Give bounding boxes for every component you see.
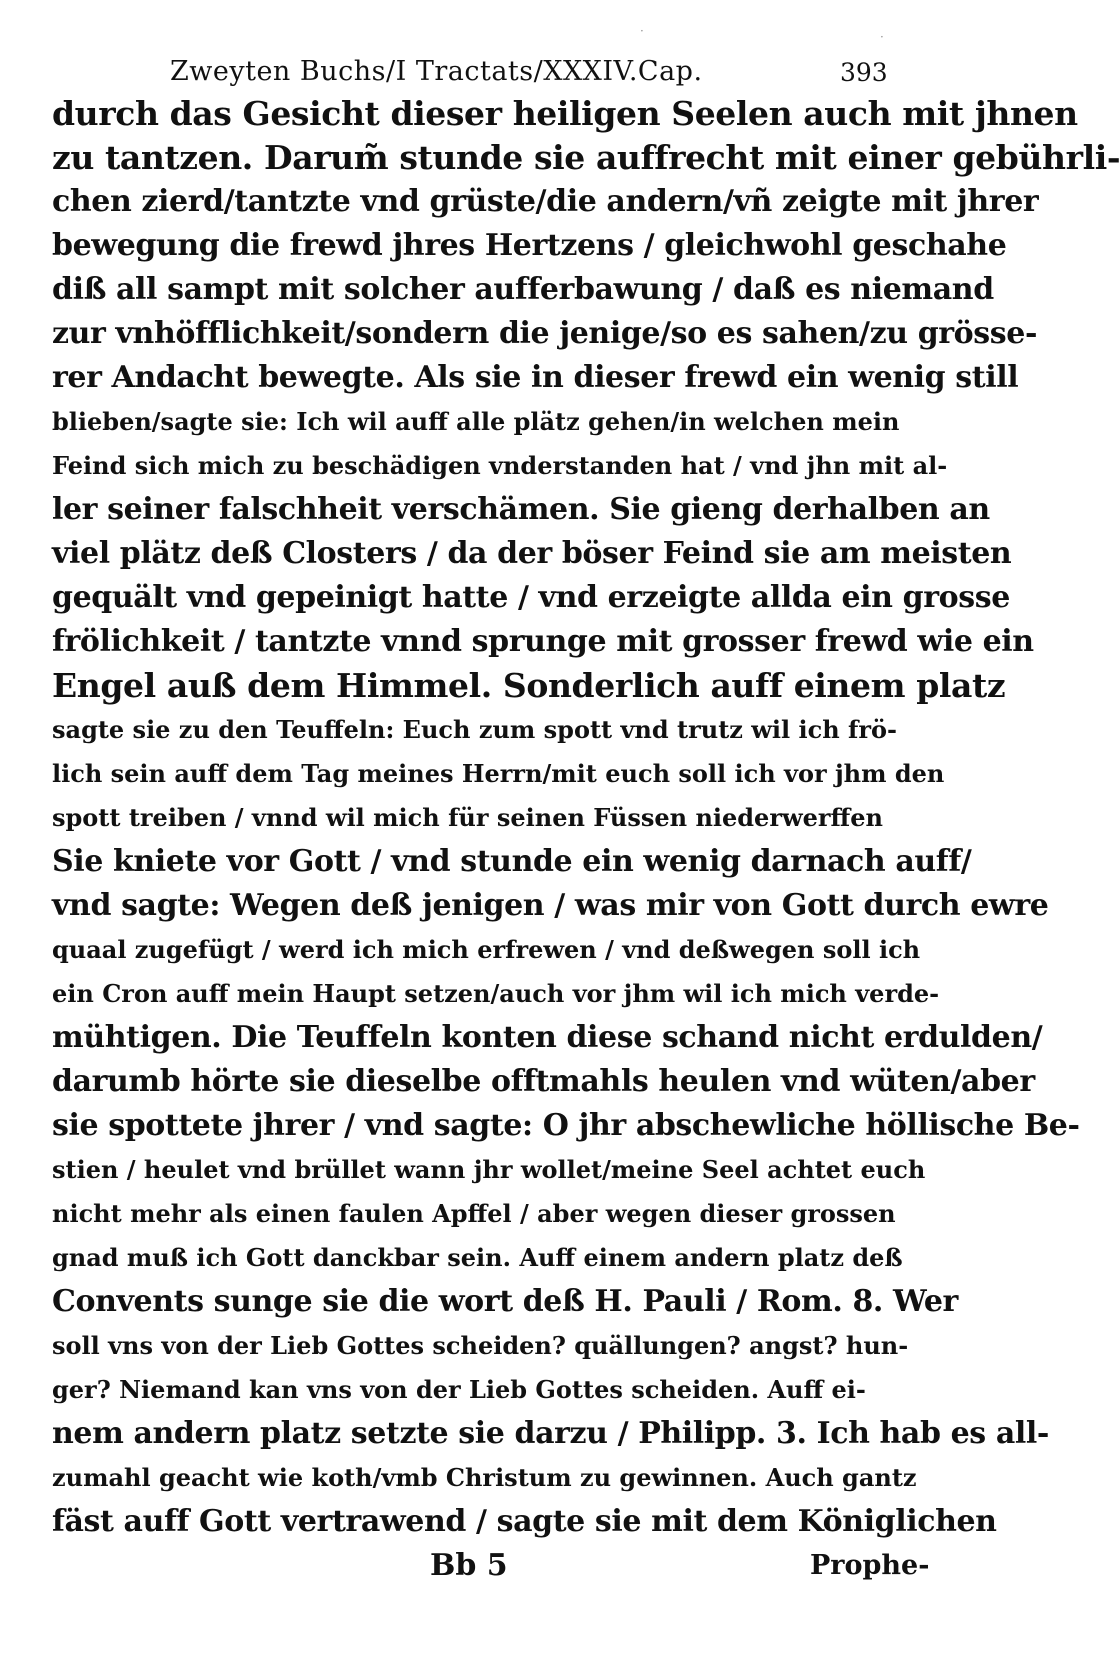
text-line: ler seiner falschheit verschämen. Sie gieng derhalben an — [52, 492, 990, 527]
text-line: chen zierd/tantzte vnd grüste/die andern/vñ zeigte mit jhrer — [52, 184, 1039, 219]
text-line: zumahl geacht wie koth/vmb Christum zu gewinnen. Auch gantz — [52, 1463, 917, 1492]
text-line: vnd sagte: Wegen deß jenigen / was mir von Gott durch ewre — [52, 888, 1049, 923]
catchword: Prophe- — [810, 1550, 930, 1581]
text-line: Feind sich mich zu beschädigen vnderstanden hat / vnd jhn mit al- — [52, 451, 948, 480]
text-line: rer Andacht bewegte. Als sie in dieser frewd ein wenig still — [52, 360, 1019, 395]
text-line: fäst auff Gott vertrawend / sagte sie mit dem Königlichen — [52, 1504, 997, 1539]
text-line: durch das Gesicht dieser heiligen Seelen auch mit jhnen — [52, 94, 1078, 133]
signature-mark: Bb 5 — [430, 1548, 508, 1583]
text-line: soll vns von der Lieb Gottes scheiden? quällungen? angst? hun- — [52, 1331, 909, 1360]
text-line: frölichkeit / tantzte vnnd sprunge mit grosser frewd wie ein — [52, 624, 1034, 659]
text-line: stien / heulet vnd brüllet wann jhr wollet/meine Seel achtet euch — [52, 1155, 926, 1184]
page-footer — [0, 1548, 1000, 1588]
text-line: zur vnhöfflichkeit/sondern die jenige/so es sahen/zu grösse- — [52, 316, 1037, 351]
text-line: darumb hörte sie dieselbe offtmahls heulen vnd wüten/aber — [52, 1064, 1035, 1099]
text-line: gnad muß ich Gott danckbar sein. Auff einem andern platz deß — [52, 1243, 903, 1272]
text-line: sagte sie zu den Teuffeln: Euch zum spott vnd trutz wil ich frö- — [52, 715, 897, 744]
text-line: quaal zugefügt / werd ich mich erfrewen / vnd deßwegen soll ich — [52, 935, 921, 964]
text-line: ein Cron auff mein Haupt setzen/auch vor jhm wil ich mich verde- — [52, 979, 940, 1008]
print-speck: · — [640, 24, 644, 38]
text-line: bewegung die frewd jhres Hertzens / gleichwohl geschahe — [52, 228, 1007, 263]
text-line: Sie kniete vor Gott / vnd stunde ein wenig darnach auff/ — [52, 844, 972, 879]
text-line: zu tantzen. Darum̃ stunde sie auffrecht mit einer gebührli- — [52, 138, 1120, 177]
text-line: spott treiben / vnnd wil mich für seinen Füssen niederwerffen — [52, 803, 883, 832]
page-number: 393 — [840, 58, 888, 87]
print-speck: · — [880, 30, 884, 44]
text-line: ger? Niemand kan vns von der Lieb Gottes scheiden. Auff ei- — [52, 1375, 866, 1404]
text-line: blieben/sagte sie: Ich wil auff alle plätz gehen/in welchen mein — [52, 407, 900, 436]
text-line: sie spottete jhrer / vnd sagte: O jhr abschewliche höllische Be- — [52, 1108, 1080, 1143]
running-head: Zweyten Buchs/I Tractats/XXXIV.Cap. — [170, 56, 703, 87]
text-line: viel plätz deß Closters / da der böser Feind sie am meisten — [52, 536, 1012, 571]
body-text — [52, 92, 1120, 1544]
text-line: mühtigen. Die Teuffeln konten diese schand nicht erdulden/ — [52, 1020, 1043, 1055]
text-line: gequält vnd gepeinigt hatte / vnd erzeigte allda ein grosse — [52, 580, 1010, 615]
text-line: Engel auß dem Himmel. Sonderlich auff einem platz — [52, 666, 1006, 705]
text-line: diß all sampt mit solcher aufferbawung / daß es niemand — [52, 272, 994, 307]
text-line: Convents sunge sie die wort deß H. Pauli / Rom. 8. Wer — [52, 1284, 958, 1319]
text-line: nem andern platz setzte sie darzu / Philipp. 3. Ich hab es all- — [52, 1416, 1049, 1451]
text-line: lich sein auff dem Tag meines Herrn/mit euch soll ich vor jhm den — [52, 759, 945, 788]
text-line: nicht mehr als einen faulen Apffel / aber wegen dieser grossen — [52, 1199, 896, 1228]
